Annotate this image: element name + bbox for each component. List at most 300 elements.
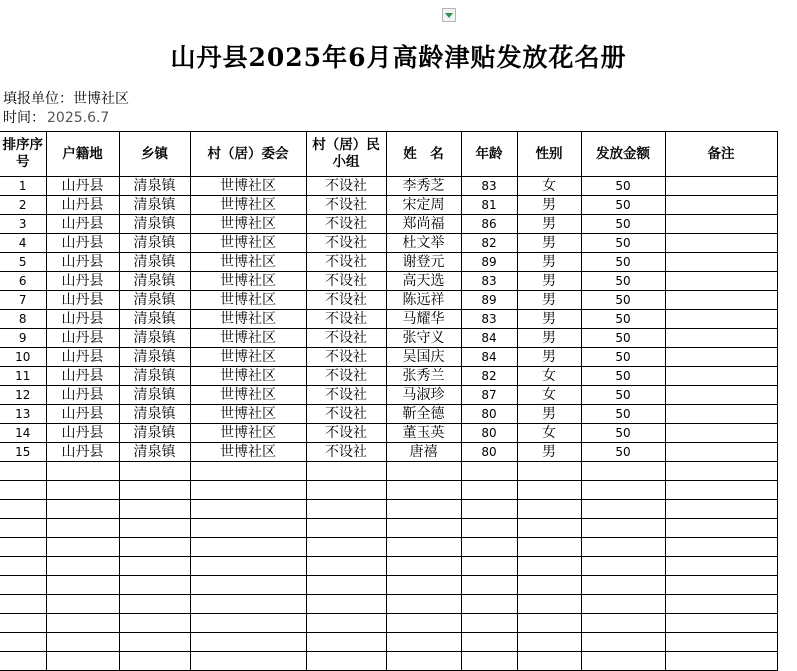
table-row bbox=[0, 443, 777, 462]
table-cell[interactable]: 世博社区 bbox=[190, 329, 306, 348]
table-cell[interactable]: 4 bbox=[0, 234, 46, 253]
table-cell[interactable]: 世博社区 bbox=[190, 443, 306, 462]
header-cell: 年龄 bbox=[461, 132, 517, 177]
table-cell[interactable]: 不设社 bbox=[306, 367, 386, 386]
empty-cell[interactable] bbox=[581, 500, 665, 519]
empty-cell[interactable] bbox=[190, 557, 306, 576]
empty-cell[interactable] bbox=[517, 481, 581, 500]
table-cell[interactable]: 山丹县 bbox=[46, 367, 119, 386]
empty-cell[interactable] bbox=[46, 500, 119, 519]
table-cell[interactable]: 女 bbox=[517, 386, 581, 405]
table-cell[interactable]: 不设社 bbox=[306, 405, 386, 424]
empty-cell[interactable] bbox=[190, 633, 306, 652]
empty-cell[interactable] bbox=[665, 500, 777, 519]
table-cell[interactable]: 男 bbox=[517, 272, 581, 291]
empty-cell[interactable] bbox=[306, 595, 386, 614]
table-cell[interactable]: 80 bbox=[461, 424, 517, 443]
table-cell[interactable]: 男 bbox=[517, 310, 581, 329]
table-cell[interactable]: 3 bbox=[0, 215, 46, 234]
empty-cell[interactable] bbox=[517, 557, 581, 576]
table-cell[interactable]: 不设社 bbox=[306, 234, 386, 253]
table-cell[interactable]: 清泉镇 bbox=[119, 424, 190, 443]
table-cell[interactable]: 清泉镇 bbox=[119, 367, 190, 386]
table-cell[interactable]: 5 bbox=[0, 253, 46, 272]
empty-cell[interactable] bbox=[386, 633, 461, 652]
empty-cell[interactable] bbox=[581, 595, 665, 614]
empty-cell[interactable] bbox=[190, 500, 306, 519]
empty-cell[interactable] bbox=[665, 652, 777, 671]
table-cell[interactable]: 马耀华 bbox=[386, 310, 461, 329]
header-cell: 村（居）民小组 bbox=[306, 132, 386, 177]
table-cell[interactable]: 7 bbox=[0, 291, 46, 310]
empty-row bbox=[0, 500, 777, 519]
empty-cell[interactable] bbox=[119, 614, 190, 633]
table-cell[interactable]: 不设社 bbox=[306, 310, 386, 329]
table-cell[interactable]: 50 bbox=[581, 272, 665, 291]
empty-cell[interactable] bbox=[119, 538, 190, 557]
table-cell[interactable]: 15 bbox=[0, 443, 46, 462]
table-row bbox=[0, 405, 777, 424]
empty-cell[interactable] bbox=[0, 500, 46, 519]
empty-cell[interactable] bbox=[665, 633, 777, 652]
empty-cell[interactable] bbox=[0, 481, 46, 500]
table-cell[interactable]: 世博社区 bbox=[190, 310, 306, 329]
table-cell[interactable] bbox=[665, 215, 777, 234]
table-cell[interactable] bbox=[665, 424, 777, 443]
table-cell[interactable]: 6 bbox=[0, 272, 46, 291]
empty-cell[interactable] bbox=[306, 519, 386, 538]
table-cell[interactable]: 80 bbox=[461, 443, 517, 462]
empty-cell[interactable] bbox=[461, 614, 517, 633]
table-cell[interactable]: 89 bbox=[461, 291, 517, 310]
empty-cell[interactable] bbox=[581, 462, 665, 481]
table-cell[interactable]: 宋定周 bbox=[386, 196, 461, 215]
table-cell[interactable]: 世博社区 bbox=[190, 348, 306, 367]
table-cell[interactable]: 50 bbox=[581, 386, 665, 405]
table-cell[interactable]: 清泉镇 bbox=[119, 348, 190, 367]
table-cell[interactable]: 陈远祥 bbox=[386, 291, 461, 310]
header-cell: 性别 bbox=[517, 132, 581, 177]
empty-cell[interactable] bbox=[46, 519, 119, 538]
table-cell[interactable]: 50 bbox=[581, 177, 665, 196]
table-cell[interactable]: 89 bbox=[461, 253, 517, 272]
table-cell[interactable]: 81 bbox=[461, 196, 517, 215]
empty-cell[interactable] bbox=[119, 595, 190, 614]
table-cell[interactable]: 山丹县 bbox=[46, 405, 119, 424]
empty-cell[interactable] bbox=[306, 614, 386, 633]
empty-cell[interactable] bbox=[517, 576, 581, 595]
table-cell[interactable]: 清泉镇 bbox=[119, 196, 190, 215]
empty-cell[interactable] bbox=[386, 652, 461, 671]
table-cell[interactable]: 14 bbox=[0, 424, 46, 443]
empty-cell[interactable] bbox=[0, 576, 46, 595]
empty-cell[interactable] bbox=[665, 595, 777, 614]
empty-cell[interactable] bbox=[119, 500, 190, 519]
table-cell[interactable] bbox=[665, 386, 777, 405]
empty-cell[interactable] bbox=[46, 481, 119, 500]
header-cell: 发放金额 bbox=[581, 132, 665, 177]
empty-row bbox=[0, 519, 777, 538]
empty-cell[interactable] bbox=[386, 462, 461, 481]
table-body bbox=[0, 177, 777, 671]
empty-cell[interactable] bbox=[461, 595, 517, 614]
empty-cell[interactable] bbox=[190, 595, 306, 614]
empty-cell[interactable] bbox=[386, 481, 461, 500]
table-cell[interactable] bbox=[665, 310, 777, 329]
table-row bbox=[0, 329, 777, 348]
table-cell[interactable]: 50 bbox=[581, 234, 665, 253]
empty-row bbox=[0, 538, 777, 557]
empty-cell[interactable] bbox=[306, 462, 386, 481]
table-cell[interactable]: 男 bbox=[517, 196, 581, 215]
empty-cell[interactable] bbox=[461, 481, 517, 500]
empty-cell[interactable] bbox=[665, 462, 777, 481]
empty-cell[interactable] bbox=[517, 614, 581, 633]
empty-cell[interactable] bbox=[461, 500, 517, 519]
empty-cell[interactable] bbox=[517, 595, 581, 614]
empty-row bbox=[0, 462, 777, 481]
empty-cell[interactable] bbox=[386, 538, 461, 557]
empty-cell[interactable] bbox=[461, 519, 517, 538]
table-cell[interactable]: 50 bbox=[581, 367, 665, 386]
table-cell[interactable]: 山丹县 bbox=[46, 234, 119, 253]
empty-cell[interactable] bbox=[190, 576, 306, 595]
table-cell[interactable]: 50 bbox=[581, 310, 665, 329]
table-cell[interactable]: 50 bbox=[581, 329, 665, 348]
table-cell[interactable]: 唐禧 bbox=[386, 443, 461, 462]
table-cell[interactable]: 山丹县 bbox=[46, 196, 119, 215]
page-title bbox=[0, 38, 797, 74]
empty-cell[interactable] bbox=[581, 538, 665, 557]
empty-cell[interactable] bbox=[306, 538, 386, 557]
table-cell[interactable] bbox=[665, 329, 777, 348]
table-cell[interactable]: 山丹县 bbox=[46, 329, 119, 348]
table-cell[interactable]: 83 bbox=[461, 272, 517, 291]
table-row bbox=[0, 253, 777, 272]
table-cell[interactable]: 不设社 bbox=[306, 424, 386, 443]
empty-row bbox=[0, 576, 777, 595]
empty-cell[interactable] bbox=[517, 538, 581, 557]
table-row bbox=[0, 386, 777, 405]
empty-cell[interactable] bbox=[46, 576, 119, 595]
table-cell[interactable]: 84 bbox=[461, 329, 517, 348]
table-cell[interactable]: 男 bbox=[517, 291, 581, 310]
report-time-value: 2025.6.7 bbox=[47, 110, 110, 126]
header-cell: 姓 名 bbox=[386, 132, 461, 177]
empty-cell[interactable] bbox=[306, 557, 386, 576]
empty-cell[interactable] bbox=[119, 557, 190, 576]
table-cell[interactable]: 82 bbox=[461, 367, 517, 386]
table-cell[interactable]: 13 bbox=[0, 405, 46, 424]
table-cell[interactable]: 世博社区 bbox=[190, 272, 306, 291]
table-cell[interactable]: 9 bbox=[0, 329, 46, 348]
table-cell[interactable] bbox=[665, 367, 777, 386]
empty-cell[interactable] bbox=[386, 519, 461, 538]
table-cell[interactable]: 山丹县 bbox=[46, 348, 119, 367]
empty-row bbox=[0, 557, 777, 576]
table-cell[interactable]: 清泉镇 bbox=[119, 253, 190, 272]
empty-cell[interactable] bbox=[119, 652, 190, 671]
empty-row bbox=[0, 481, 777, 500]
empty-cell[interactable] bbox=[461, 652, 517, 671]
table-cell[interactable]: 世博社区 bbox=[190, 215, 306, 234]
empty-cell[interactable] bbox=[386, 500, 461, 519]
empty-cell[interactable] bbox=[517, 633, 581, 652]
table-cell[interactable]: 张守义 bbox=[386, 329, 461, 348]
table-cell[interactable]: 清泉镇 bbox=[119, 386, 190, 405]
table-cell[interactable]: 50 bbox=[581, 291, 665, 310]
filter-dropdown-button[interactable] bbox=[442, 8, 456, 22]
table-row bbox=[0, 291, 777, 310]
table-cell[interactable]: 男 bbox=[517, 405, 581, 424]
empty-cell[interactable] bbox=[461, 557, 517, 576]
table-cell[interactable]: 50 bbox=[581, 215, 665, 234]
table-row bbox=[0, 367, 777, 386]
table-cell[interactable]: 杜文举 bbox=[386, 234, 461, 253]
table-cell[interactable]: 女 bbox=[517, 424, 581, 443]
table-cell[interactable]: 世博社区 bbox=[190, 424, 306, 443]
empty-cell[interactable] bbox=[581, 614, 665, 633]
table-cell[interactable]: 世博社区 bbox=[190, 196, 306, 215]
empty-cell[interactable] bbox=[46, 614, 119, 633]
table-cell[interactable]: 10 bbox=[0, 348, 46, 367]
table-cell[interactable]: 女 bbox=[517, 177, 581, 196]
table-cell[interactable]: 世博社区 bbox=[190, 177, 306, 196]
empty-cell[interactable] bbox=[306, 576, 386, 595]
empty-cell[interactable] bbox=[0, 595, 46, 614]
table-cell[interactable]: 50 bbox=[581, 443, 665, 462]
reporting-unit-value: 世博社区 bbox=[73, 91, 129, 107]
empty-cell[interactable] bbox=[665, 614, 777, 633]
empty-cell[interactable] bbox=[306, 500, 386, 519]
table-cell[interactable]: 50 bbox=[581, 196, 665, 215]
header-cell: 乡镇 bbox=[119, 132, 190, 177]
table-row bbox=[0, 424, 777, 443]
table-cell[interactable]: 山丹县 bbox=[46, 272, 119, 291]
table-cell[interactable]: 2 bbox=[0, 196, 46, 215]
empty-cell[interactable] bbox=[386, 595, 461, 614]
table-cell[interactable]: 83 bbox=[461, 177, 517, 196]
table-cell[interactable]: 世博社区 bbox=[190, 405, 306, 424]
table-cell[interactable] bbox=[665, 405, 777, 424]
empty-cell[interactable] bbox=[0, 633, 46, 652]
empty-cell[interactable] bbox=[190, 538, 306, 557]
empty-cell[interactable] bbox=[190, 481, 306, 500]
empty-cell[interactable] bbox=[581, 633, 665, 652]
table-cell[interactable]: 山丹县 bbox=[46, 443, 119, 462]
table-cell[interactable]: 不设社 bbox=[306, 348, 386, 367]
table-cell[interactable]: 山丹县 bbox=[46, 291, 119, 310]
table-cell[interactable]: 世博社区 bbox=[190, 253, 306, 272]
table-cell[interactable]: 83 bbox=[461, 310, 517, 329]
table-cell[interactable]: 50 bbox=[581, 348, 665, 367]
table-cell[interactable]: 高天选 bbox=[386, 272, 461, 291]
table-cell[interactable]: 不设社 bbox=[306, 291, 386, 310]
empty-cell[interactable] bbox=[119, 481, 190, 500]
table-cell[interactable]: 8 bbox=[0, 310, 46, 329]
chevron-down-icon bbox=[445, 13, 453, 18]
empty-cell[interactable] bbox=[46, 652, 119, 671]
empty-cell[interactable] bbox=[461, 538, 517, 557]
empty-row bbox=[0, 614, 777, 633]
table-cell[interactable]: 郑尚福 bbox=[386, 215, 461, 234]
table-row bbox=[0, 196, 777, 215]
table-cell[interactable]: 82 bbox=[461, 234, 517, 253]
empty-cell[interactable] bbox=[461, 576, 517, 595]
table-cell[interactable]: 山丹县 bbox=[46, 215, 119, 234]
empty-cell[interactable] bbox=[665, 519, 777, 538]
table-cell[interactable]: 不设社 bbox=[306, 272, 386, 291]
empty-cell[interactable] bbox=[517, 462, 581, 481]
empty-cell[interactable] bbox=[386, 557, 461, 576]
table-cell[interactable]: 清泉镇 bbox=[119, 329, 190, 348]
empty-cell[interactable] bbox=[581, 481, 665, 500]
table-cell[interactable]: 世博社区 bbox=[190, 291, 306, 310]
table-cell[interactable] bbox=[665, 253, 777, 272]
empty-cell[interactable] bbox=[581, 519, 665, 538]
table-cell[interactable]: 不设社 bbox=[306, 253, 386, 272]
table-cell[interactable]: 男 bbox=[517, 234, 581, 253]
empty-cell[interactable] bbox=[190, 519, 306, 538]
empty-cell[interactable] bbox=[46, 633, 119, 652]
table-cell[interactable]: 山丹县 bbox=[46, 177, 119, 196]
table-cell[interactable]: 50 bbox=[581, 253, 665, 272]
table-cell[interactable]: 清泉镇 bbox=[119, 234, 190, 253]
empty-cell[interactable] bbox=[190, 462, 306, 481]
empty-cell[interactable] bbox=[461, 633, 517, 652]
empty-row bbox=[0, 595, 777, 614]
empty-cell[interactable] bbox=[119, 633, 190, 652]
table-cell[interactable] bbox=[665, 177, 777, 196]
empty-cell[interactable] bbox=[517, 519, 581, 538]
empty-cell[interactable] bbox=[581, 557, 665, 576]
empty-cell[interactable] bbox=[0, 557, 46, 576]
table-cell[interactable]: 86 bbox=[461, 215, 517, 234]
table-cell[interactable]: 87 bbox=[461, 386, 517, 405]
empty-cell[interactable] bbox=[665, 557, 777, 576]
table-cell[interactable]: 世博社区 bbox=[190, 367, 306, 386]
table-cell[interactable]: 山丹县 bbox=[46, 253, 119, 272]
table-cell[interactable] bbox=[665, 291, 777, 310]
empty-cell[interactable] bbox=[581, 652, 665, 671]
empty-cell[interactable] bbox=[0, 519, 46, 538]
table-cell[interactable]: 山丹县 bbox=[46, 386, 119, 405]
table-cell[interactable] bbox=[665, 348, 777, 367]
table-cell[interactable] bbox=[665, 272, 777, 291]
empty-cell[interactable] bbox=[386, 576, 461, 595]
table-row bbox=[0, 310, 777, 329]
table-cell[interactable]: 1 bbox=[0, 177, 46, 196]
empty-cell[interactable] bbox=[0, 614, 46, 633]
table-cell[interactable]: 男 bbox=[517, 348, 581, 367]
table-cell[interactable]: 清泉镇 bbox=[119, 215, 190, 234]
table-cell[interactable]: 清泉镇 bbox=[119, 443, 190, 462]
empty-cell[interactable] bbox=[0, 538, 46, 557]
table-cell[interactable]: 12 bbox=[0, 386, 46, 405]
empty-cell[interactable] bbox=[46, 538, 119, 557]
table-cell[interactable]: 靳全德 bbox=[386, 405, 461, 424]
empty-cell[interactable] bbox=[46, 462, 119, 481]
empty-cell[interactable] bbox=[306, 633, 386, 652]
reporting-unit bbox=[3, 88, 129, 108]
report-time-label: 时间： bbox=[3, 110, 45, 126]
empty-cell[interactable] bbox=[119, 576, 190, 595]
table-cell[interactable]: 男 bbox=[517, 215, 581, 234]
table-cell[interactable]: 世博社区 bbox=[190, 234, 306, 253]
empty-cell[interactable] bbox=[665, 538, 777, 557]
table-cell[interactable]: 女 bbox=[517, 367, 581, 386]
table-cell[interactable]: 谢登元 bbox=[386, 253, 461, 272]
table-cell[interactable]: 董玉英 bbox=[386, 424, 461, 443]
table-cell[interactable]: 84 bbox=[461, 348, 517, 367]
empty-cell[interactable] bbox=[119, 462, 190, 481]
table-cell[interactable]: 张秀兰 bbox=[386, 367, 461, 386]
header-cell: 备注 bbox=[665, 132, 777, 177]
header-cell: 村（居）委会 bbox=[190, 132, 306, 177]
table-cell[interactable]: 11 bbox=[0, 367, 46, 386]
empty-cell[interactable] bbox=[386, 614, 461, 633]
table-cell[interactable]: 不设社 bbox=[306, 196, 386, 215]
empty-cell[interactable] bbox=[46, 557, 119, 576]
table-cell[interactable]: 男 bbox=[517, 443, 581, 462]
empty-cell[interactable] bbox=[0, 652, 46, 671]
table-row bbox=[0, 234, 777, 253]
empty-cell[interactable] bbox=[0, 462, 46, 481]
table-cell[interactable]: 不设社 bbox=[306, 215, 386, 234]
table-cell[interactable]: 清泉镇 bbox=[119, 405, 190, 424]
empty-cell[interactable] bbox=[306, 481, 386, 500]
table-cell[interactable]: 50 bbox=[581, 405, 665, 424]
title-text: 山丹县2025年6月高龄津贴发放花名册 bbox=[170, 43, 627, 72]
empty-cell[interactable] bbox=[306, 652, 386, 671]
empty-cell[interactable] bbox=[190, 652, 306, 671]
table-cell[interactable]: 马淑珍 bbox=[386, 386, 461, 405]
table-cell[interactable]: 不设社 bbox=[306, 177, 386, 196]
table-cell[interactable]: 80 bbox=[461, 405, 517, 424]
table-cell[interactable]: 清泉镇 bbox=[119, 310, 190, 329]
empty-cell[interactable] bbox=[190, 614, 306, 633]
empty-cell[interactable] bbox=[517, 652, 581, 671]
empty-cell[interactable] bbox=[665, 481, 777, 500]
table-cell[interactable] bbox=[665, 196, 777, 215]
table-cell[interactable]: 世博社区 bbox=[190, 386, 306, 405]
table-cell[interactable]: 山丹县 bbox=[46, 310, 119, 329]
empty-cell[interactable] bbox=[46, 595, 119, 614]
empty-cell[interactable] bbox=[581, 576, 665, 595]
table-cell[interactable]: 李秀芝 bbox=[386, 177, 461, 196]
table-cell[interactable]: 男 bbox=[517, 329, 581, 348]
table-cell[interactable]: 不设社 bbox=[306, 329, 386, 348]
table-row bbox=[0, 177, 777, 196]
table-cell[interactable]: 吴国庆 bbox=[386, 348, 461, 367]
empty-cell[interactable] bbox=[461, 462, 517, 481]
table-cell[interactable]: 男 bbox=[517, 253, 581, 272]
empty-cell[interactable] bbox=[517, 500, 581, 519]
empty-cell[interactable] bbox=[665, 576, 777, 595]
table-cell[interactable]: 清泉镇 bbox=[119, 177, 190, 196]
table-cell[interactable] bbox=[665, 443, 777, 462]
reporting-unit-label: 填报单位： bbox=[3, 91, 73, 107]
table-cell[interactable]: 清泉镇 bbox=[119, 291, 190, 310]
table-cell[interactable]: 山丹县 bbox=[46, 424, 119, 443]
table-cell[interactable]: 清泉镇 bbox=[119, 272, 190, 291]
table-cell[interactable]: 不设社 bbox=[306, 443, 386, 462]
table-cell[interactable]: 不设社 bbox=[306, 386, 386, 405]
empty-cell[interactable] bbox=[119, 519, 190, 538]
header-cell: 户籍地 bbox=[46, 132, 119, 177]
table-cell[interactable]: 50 bbox=[581, 424, 665, 443]
table-cell[interactable] bbox=[665, 234, 777, 253]
